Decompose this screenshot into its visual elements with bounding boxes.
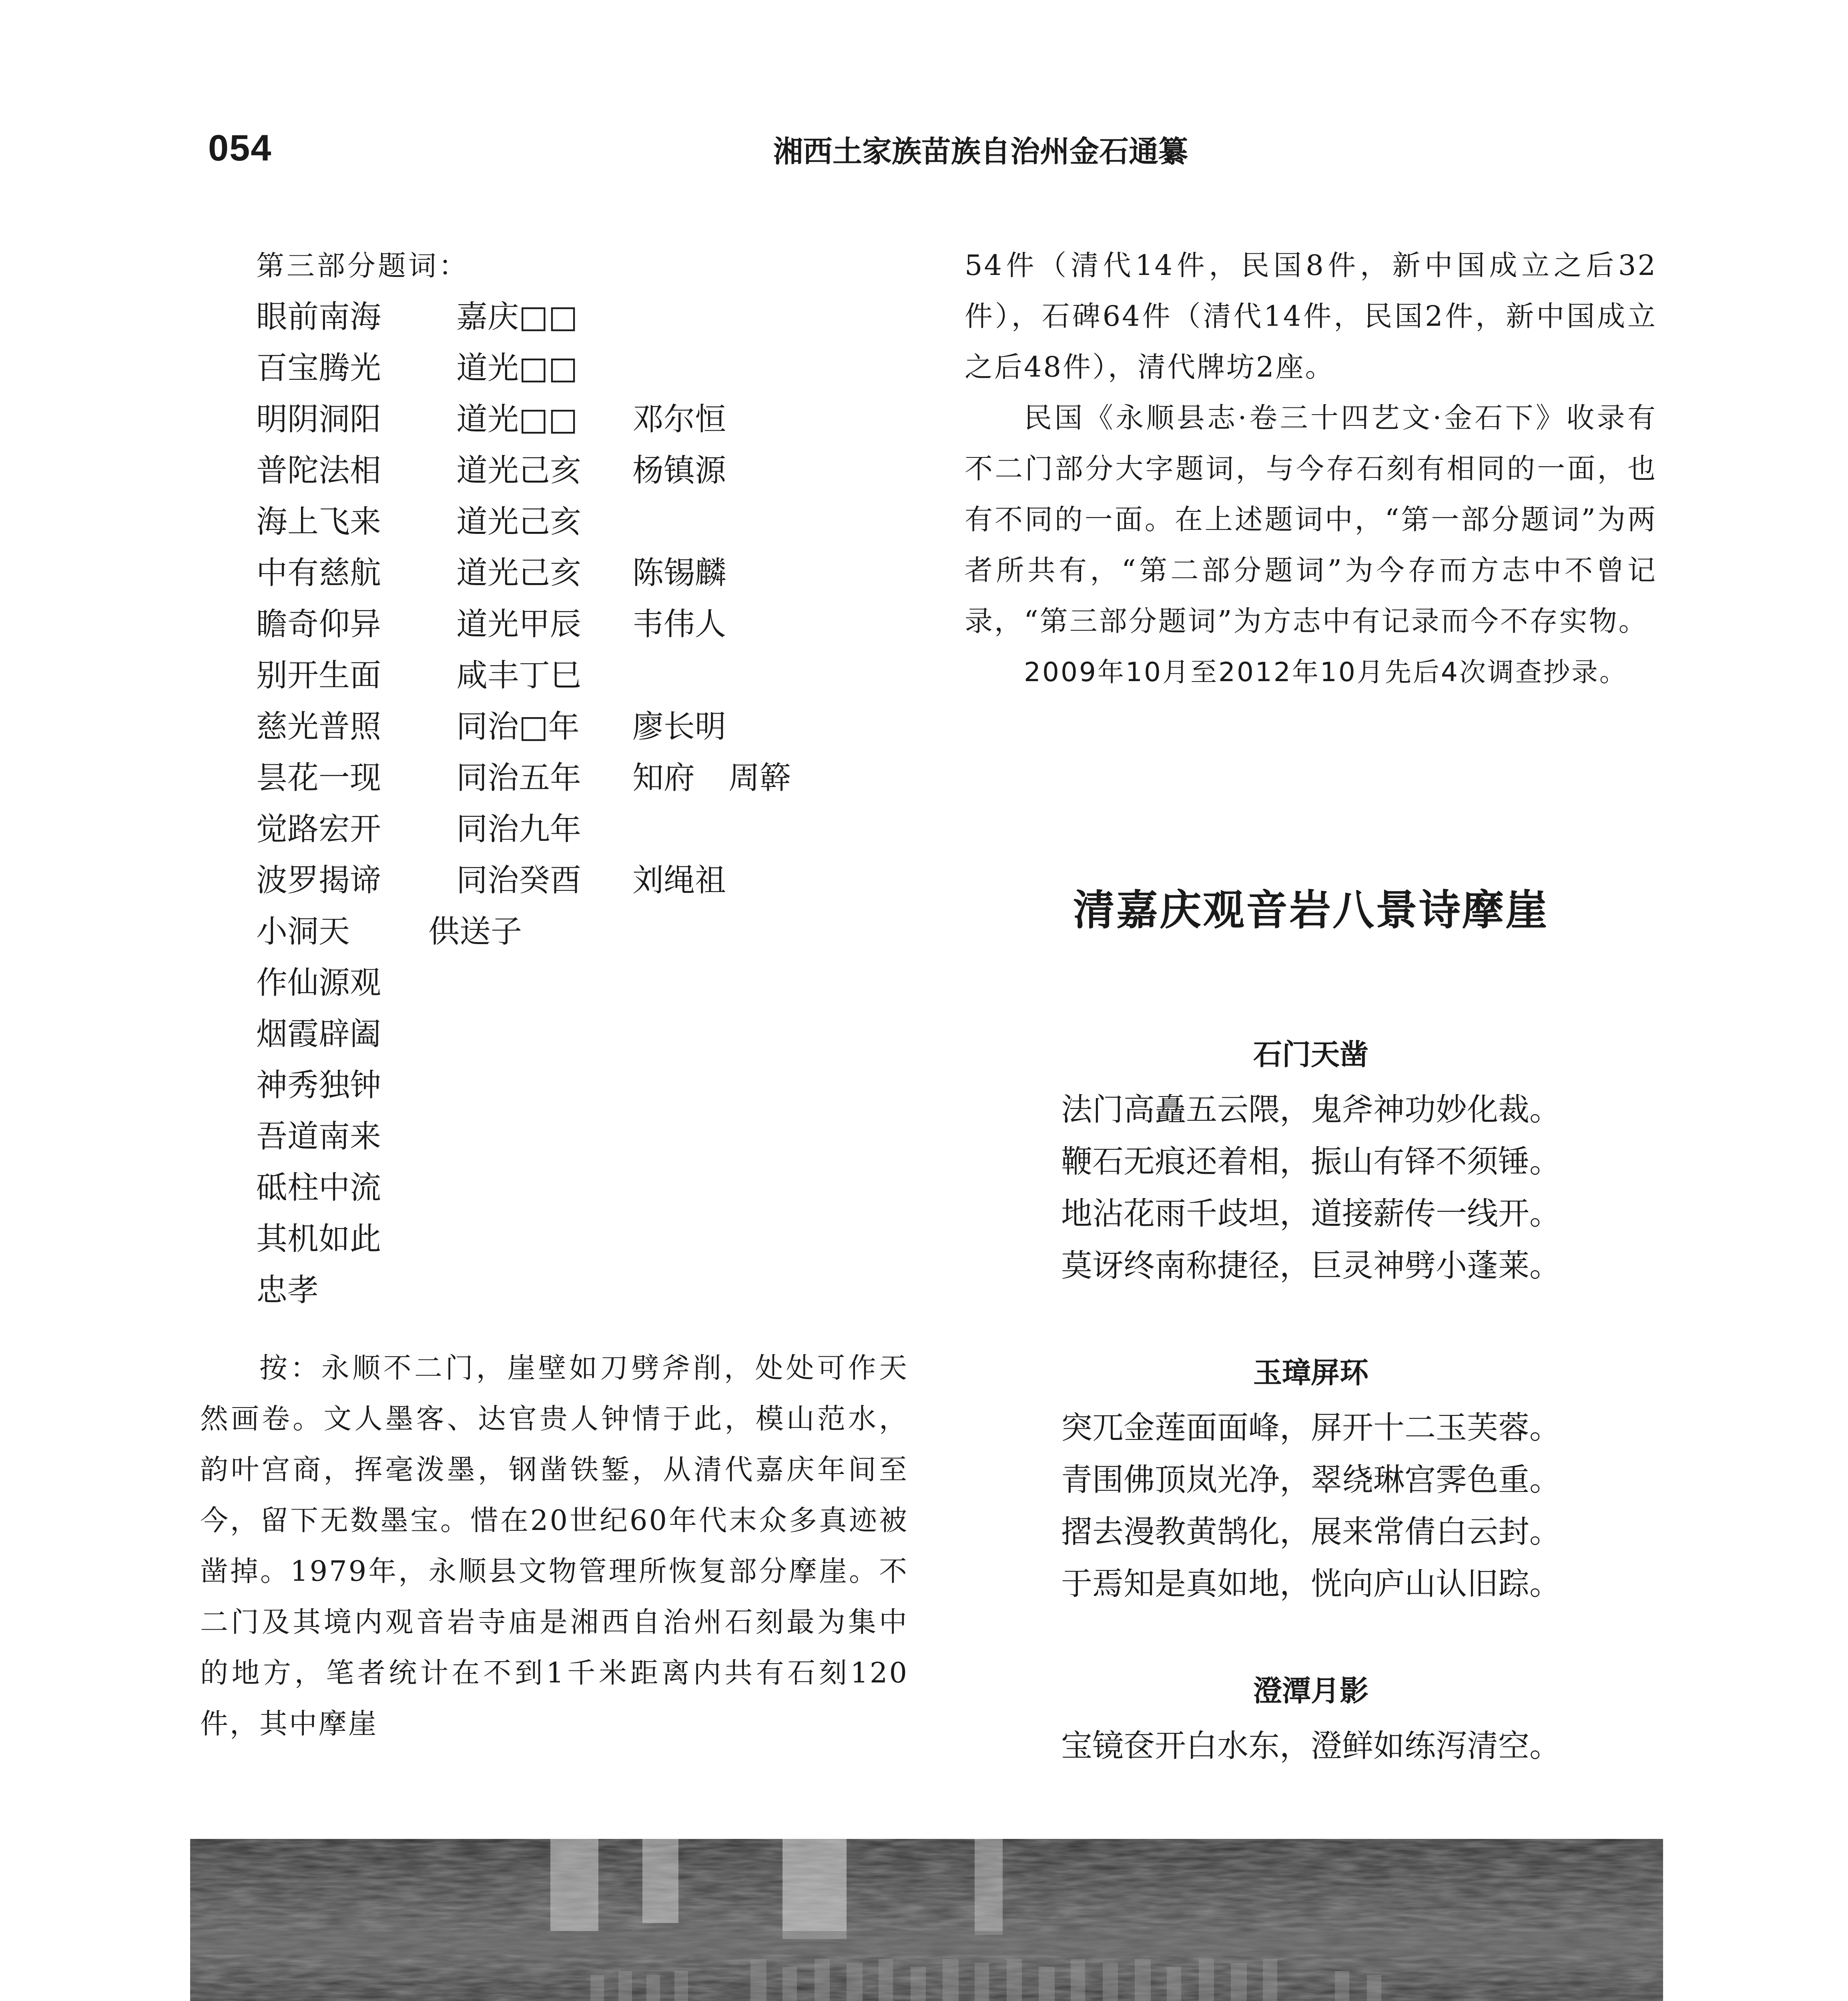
inscription-date: 道光己亥 [456,453,582,489]
inscription-author: 韦伟人 [632,606,726,642]
inscription-entry [256,343,921,394]
inscription-entry [256,804,921,855]
inscription-entry [256,599,921,650]
inscription-entry [256,496,921,547]
inscription-date: 同治癸酉 [456,862,582,898]
inscription-text: 小洞天 [256,914,350,950]
inscription-date: 咸丰丁巳 [456,658,582,694]
poem-1 [965,1033,1657,1292]
inscription-text: 别开生面 [256,658,381,694]
poem-3 [965,1669,1657,1772]
inscription-entry [256,1111,921,1162]
inscription-date: 道光甲辰 [456,606,582,642]
inscription-text: 海上飞来 [256,504,381,540]
inscription-date: 道光□□ [456,350,578,386]
inscription-entry [256,855,921,906]
inscription-entries [256,291,921,1316]
poem-line: 宝镜奁开白水东，澄鲜如练泻清空。 [1061,1728,1561,1764]
inscription-entry [256,957,921,1009]
continuation-paragraph: 54件（清代14件，民国8件，新中国成立之后32件），石碑64件（清代14件，民国2件，新中国成立之后48件），清代牌坊2座。 [965,249,1657,383]
poem-title: 石门天凿 [1253,1038,1368,1071]
inscription-author: 邓尔恒 [632,401,726,437]
inscription-text: 慈光普照 [256,709,381,745]
inscription-text: 吾道南来 [256,1119,381,1155]
inscription-date: 道光□□ [456,401,578,437]
inscription-entry [256,1162,921,1213]
poem-line: 地沾花雨千歧坦，道接薪传一线开。 [1061,1196,1561,1232]
inscription-entry [256,1265,921,1316]
inscription-entry [256,291,921,343]
inscription-author: 廖长明 [632,709,726,745]
inscription-text: 昙花一现 [256,760,381,796]
part-three-list [256,240,921,1316]
inscription-text: 神秀独钟 [256,1067,381,1103]
poem-line: 法门高矗五云隈，鬼斧神功妙化裁。 [1061,1092,1561,1128]
inscription-text: 瞻奇仰异 [256,606,381,642]
inscription-author: 陈锡麟 [632,555,726,591]
inscription-date: 道光己亥 [456,504,582,540]
inscription-author-name: 周簳 [728,760,791,796]
inscription-text: 忠孝 [256,1272,319,1308]
inscription-entry [256,906,921,957]
inscription-date: 同治九年 [456,811,582,847]
inscription-entry [256,650,921,701]
cliff-inscription-photo [190,1839,1663,2001]
inscription-date: 供送子 [428,914,522,950]
inscription-author: 杨镇源 [632,453,726,489]
inscription-date: 嘉庆□□ [456,299,578,335]
inscription-text: 其机如此 [256,1221,381,1257]
page-number: 054 [208,128,272,168]
inscription-entry [256,547,921,599]
inscription-date: 道光己亥 [456,555,582,591]
poem-line: 青围佛顶岚光净，翠绕琳宫霁色重。 [1061,1462,1561,1498]
inscription-text: 作仙源观 [256,965,381,1001]
inscription-date: 同治□年 [456,709,580,745]
poem-line: 鞭石无痕还着相，振山有铎不须锤。 [1061,1144,1561,1180]
survey-date-line: 2009年10月至2012年10月先后4次调查抄录。 [1024,657,1627,688]
editorial-note [200,1343,909,1749]
running-title: 湘西土家族苗族自治州金石通纂 [773,134,1188,169]
inscription-text: 砥柱中流 [256,1170,381,1206]
inscription-text: 烟霞辟阖 [256,1016,381,1052]
inscription-text: 明阴洞阳 [256,401,381,437]
inscription-text: 普陀法相 [256,453,381,489]
inscription-date: 同治五年 [456,760,582,796]
inscription-entry [256,445,921,496]
section-heading: 第三部分题词： [256,249,469,282]
inscription-entry [256,752,921,804]
poem-line: 莫讶终南称捷径，巨灵神劈小蓬莱。 [1061,1248,1561,1284]
inscription-text: 中有慈航 [256,555,381,591]
note-paragraph: 按：永顺不二门，崖壁如刀劈斧削，处处可作天然画卷。文人墨客、达官贵人钟情于此，模山范水，韵叶宫商，挥毫泼墨，钢凿铁錾，从清代嘉庆年间至今，留下无数墨宝。惜在20世纪60年代末众多真迹被凿掉。1979年，永顺县文物管理所恢复部分摩崖。不二门及其境内观音岩寺庙是湘西自治州石刻最为集中的地方，笔者统计在不到1千米距离内共有石刻120件，其中摩崖 [200,1351,909,1740]
inscription-author: 刘绳祖 [632,862,726,898]
right-column-text [965,240,1657,698]
stone-texture-image [190,1839,1663,2001]
poem-line: 于焉知是真如地，恍向庐山认旧踪。 [1061,1566,1561,1602]
inscription-text: 百宝腾光 [256,350,381,386]
poem-title: 玉璋屏环 [1253,1356,1368,1389]
inscription-text: 眼前南海 [256,299,381,335]
inscription-text: 觉路宏开 [256,811,381,847]
inscription-entry [256,1213,921,1265]
inscription-entry [256,1060,921,1111]
poem-line: 摺去漫教黄鹄化，展来常倩白云封。 [1061,1514,1561,1550]
poem-title: 澄潭月影 [1253,1674,1368,1708]
inscription-author: 知府 [632,760,695,796]
poem-2 [965,1351,1657,1610]
article-title: 清嘉庆观音岩八景诗摩崖 [1073,886,1549,934]
inscription-text: 波罗揭谛 [256,862,381,898]
county-annals-paragraph: 民国《永顺县志·卷三十四艺文·金石下》收录有不二门部分大字题词，与今存石刻有相同的一面，也有不同的一面。在上述题词中，“第一部分题词”为两者所共有，“第二部分题词”为今存而方志中不曾记录，“第三部分题词”为方志中有记录而今不存实物。 [965,401,1657,638]
inscription-entry [256,1009,921,1060]
inscription-entry [256,394,921,445]
poem-line: 突兀金莲面面峰，屏开十二玉芙蓉。 [1061,1410,1561,1446]
inscription-entry [256,701,921,752]
